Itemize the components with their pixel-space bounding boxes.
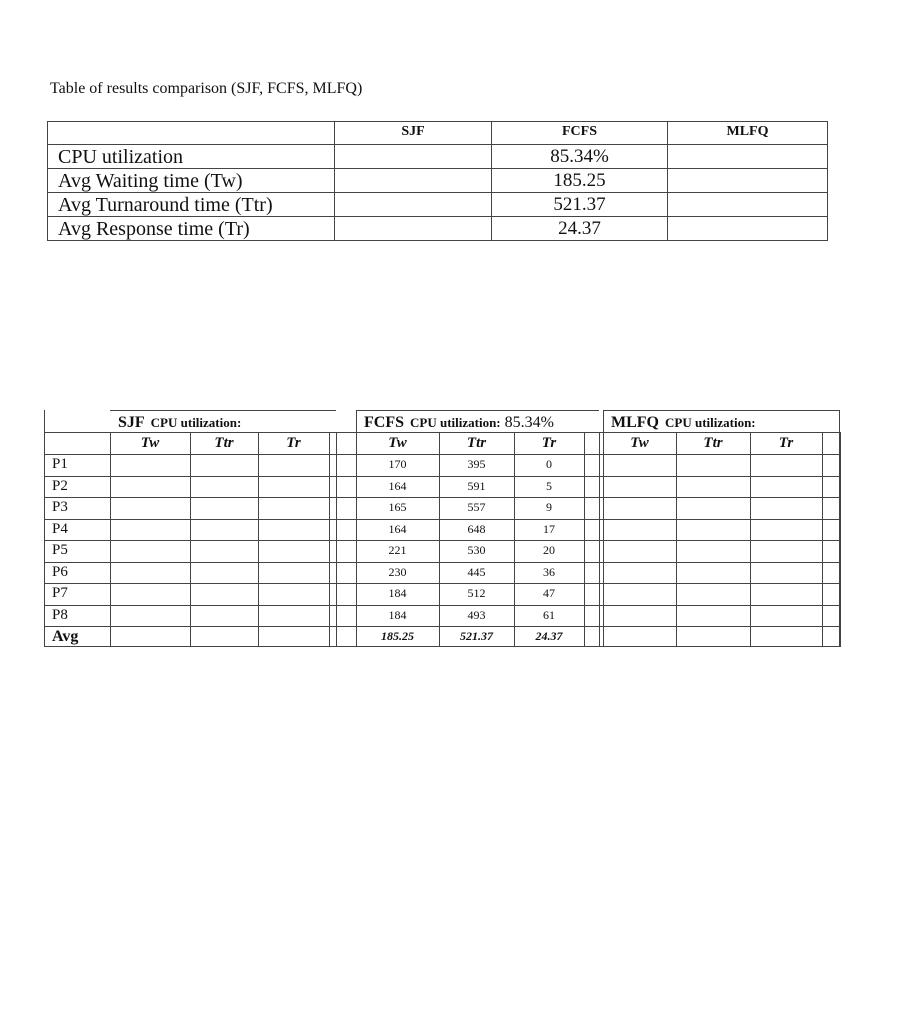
sjf-value — [335, 217, 492, 241]
row-label-p8: P8 — [52, 606, 68, 623]
cpu-utilization-label: CPU utilization: — [665, 415, 756, 430]
subcol-rule — [190, 432, 191, 647]
row-label-p5: P5 — [52, 542, 68, 558]
fcfs-tr-cell: 20 — [543, 543, 555, 557]
subcol-header-tw: Tw — [630, 435, 649, 451]
fcfs-tr-cell: 36 — [543, 564, 555, 579]
row-rule — [44, 540, 840, 541]
subcol-header-ttr: Ttr — [214, 435, 234, 451]
group-header-mlfq — [611, 410, 756, 432]
fcfs-tw-cell: 164 — [388, 478, 407, 493]
fcfs-ttr-cell: 530 — [467, 543, 486, 557]
fcfs-ttr-cell: 648 — [467, 521, 486, 536]
summary-header-sjf: SJF — [335, 122, 492, 145]
summary-header-fcfs: FCFS — [492, 122, 668, 145]
fcfs-ttr-cell: 512 — [467, 586, 486, 600]
row-label-p7: P7 — [52, 585, 68, 601]
summary-corner-cell — [48, 122, 335, 145]
summary-row-tr — [48, 217, 828, 241]
subcol-header-tw: Tw — [388, 435, 407, 451]
fcfs-ttr-cell: 395 — [467, 457, 486, 471]
subcol-header-tr: Tr — [778, 435, 794, 451]
row-rule — [44, 476, 840, 477]
row-label-avg: Avg — [52, 628, 79, 645]
row-label: Avg Response time (Tr) — [48, 217, 335, 241]
group-gap-rule — [336, 432, 337, 647]
mlfq-value — [668, 169, 828, 193]
row-label-p3: P3 — [52, 499, 68, 515]
cpu-utilization-value: 85.34% — [504, 414, 554, 431]
subcol-rule — [329, 432, 330, 647]
row-rule — [44, 519, 840, 520]
row-label: CPU utilization — [48, 145, 335, 169]
fcfs-ttr-cell: 445 — [467, 564, 486, 579]
fcfs-tr-cell: 17 — [543, 521, 555, 536]
subcol-rule — [822, 432, 823, 647]
mlfq-value — [668, 193, 828, 217]
subcol-rule — [676, 432, 677, 647]
fcfs-ttr-cell: 591 — [467, 478, 486, 493]
subcol-rule — [750, 432, 751, 647]
fcfs-ttr-cell: 493 — [467, 607, 486, 622]
cpu-utilization-label: CPU utilization: — [410, 415, 501, 430]
fcfs-value: 24.37 — [492, 217, 668, 241]
fcfs-value: 521.37 — [492, 193, 668, 217]
group-name: SJF — [118, 414, 145, 431]
group-name: MLFQ — [611, 414, 659, 431]
fcfs-tw-cell: 165 — [388, 500, 407, 514]
group-header-fcfs — [364, 410, 554, 432]
fcfs-tr-cell: 5 — [546, 478, 552, 493]
fcfs-tr-cell: 9 — [546, 500, 552, 514]
group-header-sjf — [118, 410, 241, 432]
row-label-p4: P4 — [52, 520, 68, 537]
subcol-header-ttr: Ttr — [703, 435, 723, 451]
row-rule — [44, 583, 840, 584]
summary-header-row — [48, 122, 828, 145]
group-gap-rule — [599, 432, 600, 647]
sjf-value — [335, 193, 492, 217]
group-left-rule — [110, 432, 111, 647]
mlfq-value — [668, 217, 828, 241]
row-label-p6: P6 — [52, 563, 68, 580]
mlfq-value — [668, 145, 828, 169]
sjf-value — [335, 145, 492, 169]
fcfs-tw-cell: 221 — [388, 543, 407, 557]
fcfs-tr-cell: 0 — [546, 457, 552, 471]
summary-row-tw — [48, 169, 828, 193]
summary-row-ttr — [48, 193, 828, 217]
fcfs-tr-cell: 61 — [543, 607, 555, 622]
row-rule — [44, 605, 840, 606]
group-name: FCFS — [364, 414, 404, 431]
fcfs-ttr-cell: 557 — [467, 500, 486, 514]
row-label: Avg Waiting time (Tw) — [48, 169, 335, 193]
fcfs-tw-cell: 184 — [388, 607, 407, 622]
subcol-header-tw: Tw — [140, 435, 160, 451]
table-right-rule — [840, 432, 841, 647]
fcfs-tw-cell: 230 — [388, 564, 407, 579]
subcol-rule — [584, 432, 585, 647]
row-rule — [44, 562, 840, 563]
fcfs-tr-cell: 47 — [543, 586, 555, 600]
subcol-header-ttr: Ttr — [466, 435, 487, 451]
row-rule — [44, 497, 840, 498]
fcfs-tr-cell: 24.37 — [535, 629, 563, 643]
summary-table — [47, 121, 828, 241]
row-label-p2: P2 — [52, 477, 68, 494]
fcfs-tw-cell: 164 — [388, 521, 407, 536]
fcfs-tw-cell: 184 — [388, 586, 407, 600]
sjf-value — [335, 169, 492, 193]
fcfs-ttr-cell: 521.37 — [460, 629, 493, 643]
caption: Table of results comparison (SJF, FCFS, MLFQ) — [50, 80, 363, 97]
subcol-rule — [258, 432, 259, 647]
row-rule — [44, 454, 840, 455]
row-label: Avg Turnaround time (Ttr) — [48, 193, 335, 217]
row-rule — [44, 626, 840, 627]
summary-header-mlfq: MLFQ — [668, 122, 828, 145]
subcol-header-tr: Tr — [541, 435, 557, 451]
fcfs-value: 185.25 — [492, 169, 668, 193]
cpu-utilization-label: CPU utilization: — [150, 415, 242, 430]
fcfs-tw-cell: 185.25 — [381, 629, 414, 643]
subcol-header-tr: Tr — [286, 435, 301, 451]
process-table — [44, 410, 840, 647]
row-label-p1: P1 — [52, 456, 68, 472]
summary-row-cpu — [48, 145, 828, 169]
fcfs-value: 85.34% — [492, 145, 668, 169]
fcfs-tw-cell: 170 — [388, 457, 407, 471]
